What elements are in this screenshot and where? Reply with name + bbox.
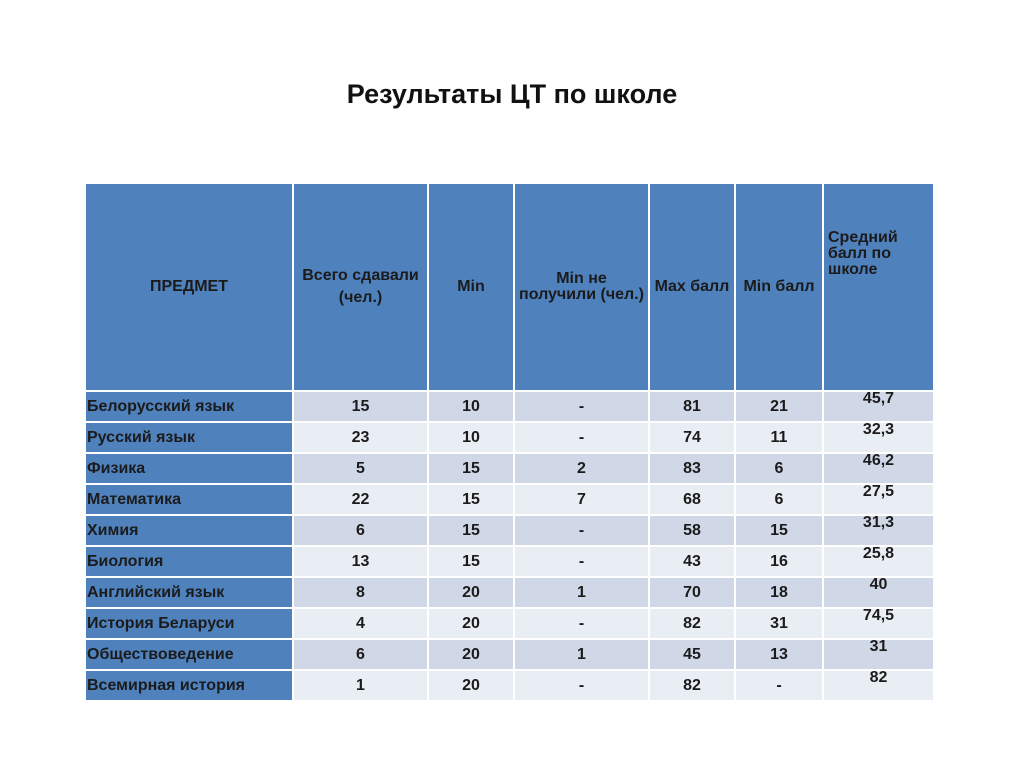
min-score-cell: 13 — [736, 640, 822, 669]
average-value: 31 — [869, 638, 888, 655]
total-cell: 8 — [294, 578, 427, 607]
subject-cell: Английский язык — [86, 578, 292, 607]
average-cell — [824, 671, 933, 700]
min-not-reached-cell: - — [515, 423, 648, 452]
max-cell: 82 — [650, 609, 734, 638]
total-cell: 1 — [294, 671, 427, 700]
min-cell: 20 — [429, 578, 513, 607]
total-cell: 6 — [294, 640, 427, 669]
header-min-not-reached: Min не получили (чел.) — [515, 184, 648, 390]
subject-cell: Белорусский язык — [86, 392, 292, 421]
table-row — [86, 640, 933, 669]
average-value: 82 — [869, 669, 888, 686]
total-cell: 15 — [294, 392, 427, 421]
average-cell — [824, 516, 933, 545]
average-value: 25,8 — [862, 545, 895, 562]
table-row — [86, 516, 933, 545]
average-value: 74,5 — [862, 607, 895, 624]
min-not-reached-cell: - — [515, 516, 648, 545]
header-total: Всего сдавали (чел.) — [294, 184, 427, 390]
total-cell: 13 — [294, 547, 427, 576]
total-cell: 23 — [294, 423, 427, 452]
max-cell: 70 — [650, 578, 734, 607]
max-cell: 83 — [650, 454, 734, 483]
subject-cell: Физика — [86, 454, 292, 483]
header-subject: ПРЕДМЕТ — [86, 184, 292, 390]
header-min-score: Min балл — [736, 184, 822, 390]
min-score-cell: 31 — [736, 609, 822, 638]
max-cell: 45 — [650, 640, 734, 669]
average-cell — [824, 547, 933, 576]
table-row — [86, 423, 933, 452]
min-not-reached-cell: 7 — [515, 485, 648, 514]
max-cell: 68 — [650, 485, 734, 514]
max-cell: 81 — [650, 392, 734, 421]
total-cell: 5 — [294, 454, 427, 483]
min-cell: 10 — [429, 392, 513, 421]
total-cell: 22 — [294, 485, 427, 514]
subject-cell: Биология — [86, 547, 292, 576]
subject-cell: История Беларуси — [86, 609, 292, 638]
max-cell: 82 — [650, 671, 734, 700]
min-score-cell: - — [736, 671, 822, 700]
table-row — [86, 547, 933, 576]
average-cell — [824, 609, 933, 638]
subject-cell: Математика — [86, 485, 292, 514]
min-cell: 15 — [429, 547, 513, 576]
average-value: 31,3 — [862, 514, 895, 531]
min-not-reached-cell: - — [515, 392, 648, 421]
total-cell: 6 — [294, 516, 427, 545]
average-cell — [824, 485, 933, 514]
average-cell — [824, 392, 933, 421]
subject-cell: Химия — [86, 516, 292, 545]
min-cell: 15 — [429, 454, 513, 483]
min-score-cell: 6 — [736, 485, 822, 514]
min-cell: 15 — [429, 516, 513, 545]
max-cell: 58 — [650, 516, 734, 545]
table-row — [86, 454, 933, 483]
min-cell: 20 — [429, 609, 513, 638]
header-min: Min — [429, 184, 513, 390]
header-max: Max балл — [650, 184, 734, 390]
table-row — [86, 578, 933, 607]
average-cell — [824, 423, 933, 452]
min-cell: 20 — [429, 640, 513, 669]
subject-cell: Обществоведение — [86, 640, 292, 669]
max-cell: 74 — [650, 423, 734, 452]
min-score-cell: 6 — [736, 454, 822, 483]
average-value: 45,7 — [862, 390, 895, 407]
min-cell: 20 — [429, 671, 513, 700]
average-cell — [824, 578, 933, 607]
min-score-cell: 11 — [736, 423, 822, 452]
page-title: Результаты ЦТ по школе — [346, 79, 678, 109]
average-value: 46,2 — [862, 452, 895, 469]
average-cell — [824, 454, 933, 483]
average-value: 27,5 — [862, 483, 895, 500]
min-not-reached-cell: - — [515, 547, 648, 576]
header-row — [86, 184, 933, 390]
header-average: Средний балл по школе — [824, 184, 933, 390]
min-not-reached-cell: - — [515, 609, 648, 638]
max-cell: 43 — [650, 547, 734, 576]
average-cell — [824, 640, 933, 669]
subject-cell: Русский язык — [86, 423, 292, 452]
table-body — [86, 392, 933, 700]
min-cell: 10 — [429, 423, 513, 452]
table-row — [86, 392, 933, 421]
table-row — [86, 485, 933, 514]
min-not-reached-cell: 2 — [515, 454, 648, 483]
min-score-cell: 16 — [736, 547, 822, 576]
min-score-cell: 21 — [736, 392, 822, 421]
total-cell: 4 — [294, 609, 427, 638]
average-value: 32,3 — [862, 421, 895, 438]
min-score-cell: 15 — [736, 516, 822, 545]
min-score-cell: 18 — [736, 578, 822, 607]
subject-cell: Всемирная история — [86, 671, 292, 700]
min-not-reached-cell: - — [515, 671, 648, 700]
table-row — [86, 671, 933, 700]
min-not-reached-cell: 1 — [515, 640, 648, 669]
min-not-reached-cell: 1 — [515, 578, 648, 607]
min-cell: 15 — [429, 485, 513, 514]
table-row — [86, 609, 933, 638]
results-table — [84, 182, 935, 702]
average-value: 40 — [869, 576, 888, 593]
